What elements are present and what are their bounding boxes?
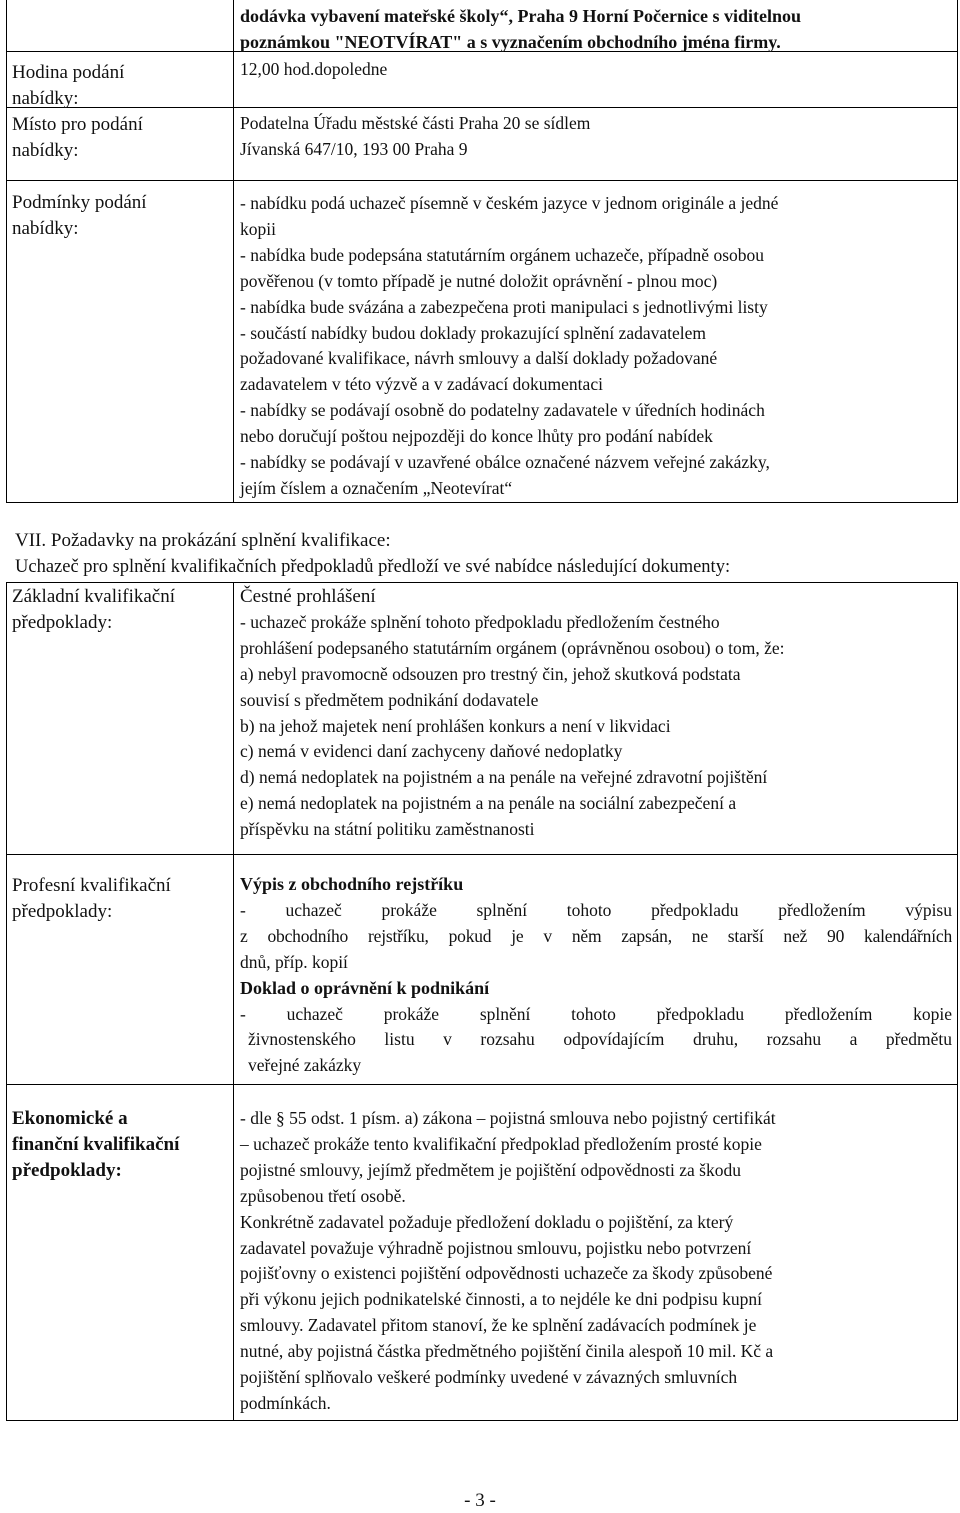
economic-line: Konkrétně zadavatel požaduje předložení dokladu o pojištění, za který (240, 1211, 734, 1232)
economic-line: způsobenou třetí osobě. (240, 1185, 406, 1206)
professional-value (240, 872, 952, 1079)
professional-label (12, 873, 171, 925)
label-line: Základní kvalifikační (12, 586, 176, 607)
conditions-line: nebo doručují poštou nejpozději do konce lhůty pro podání nabídek (240, 426, 713, 447)
label-line: Profesní kvalifikační (12, 875, 171, 896)
conditions-line: jejím číslem a označením „Neotevírat“ (240, 477, 513, 498)
place-value-line: Podatelna Úřadu městské části Praha 20 se sídlem (240, 113, 591, 133)
basic-label (12, 584, 175, 636)
basic-line: b) na jehož majetek není prohlášen konkurs a není v likvidaci (240, 715, 671, 736)
basic-value (240, 584, 784, 843)
conditions-line: pověřenou (v tomto případě je nutné doložit oprávnění - plnou moc) (240, 270, 718, 291)
hour-label (12, 60, 124, 112)
label-line: Ekonomické a (12, 1108, 128, 1129)
table1-cell-top-label (6, 0, 234, 52)
economic-label (12, 1106, 179, 1184)
basic-line: a) nebyl pravomocně odsouzen pro trestný čin, jehož skutková podstata (240, 663, 741, 684)
basic-line: c) nemá v evidenci daní zachyceny daňové nedoplatky (240, 741, 623, 762)
conditions-line: kopii (240, 218, 276, 239)
conditions-line: zadavatelem v této výzvě a v zadávací dokumentaci (240, 374, 603, 395)
label-line: předpoklady: (12, 901, 113, 922)
hour-value (240, 57, 387, 83)
label-line: Místo pro podání (12, 114, 143, 135)
label-line: předpoklady: (12, 612, 113, 633)
conditions-line: požadované kvalifikace, návrh smlouvy a další doklady požadované (240, 348, 718, 369)
economic-line: pojištění splňovalo veškeré podmínky uvedené v závazných smluvních (240, 1367, 738, 1388)
economic-line: - dle § 55 odst. 1 písm. a) zákona – pojistná smlouva nebo pojistný certifikát (240, 1108, 776, 1128)
page-number: - 3 - (464, 1490, 496, 1511)
place-label (12, 112, 143, 164)
economic-line: zadavatel považuje výhradně pojistnou smlouvu, pojistku nebo potvrzení (240, 1237, 752, 1258)
top-text-line: poznámkou "NEOTVÍRAT" a s vyznačením obchodního jména firmy. (240, 31, 781, 52)
basic-line: prohlášení podepsaného statutárním orgánem (oprávněnou osobou) o tom, že: (240, 637, 785, 658)
conditions-line: - součástí nabídky budou doklady prokazující splnění zadavatelem (240, 322, 707, 343)
conditions-label (12, 190, 147, 242)
professional-line: veřejné zakázky (248, 1055, 362, 1076)
economic-line: smlouvy. Zadavatel přitom stanoví, že ke splnění zadávacích podmínek je (240, 1315, 757, 1336)
professional-line: - uchazeč prokáže splnění tohoto předpokladu předložením výpisu (240, 899, 952, 920)
label-line: nabídky: (12, 140, 79, 161)
label-line: předpoklady: (12, 1160, 122, 1181)
basic-line: e) nemá nedoplatek na pojistném a na penále na sociální zabezpečení a (240, 793, 737, 814)
basic-line: příspěvku na státní politiku zaměstnanosti (240, 819, 535, 840)
conditions-line: - nabídku podá uchazeč písemně v českém jazyce v jednom originále a jedné (240, 193, 779, 213)
hour-value-text: 12,00 hod.dopoledne (240, 59, 388, 79)
place-value (240, 111, 590, 163)
professional-title: Výpis z obchodního rejstříku (240, 874, 464, 894)
professional-line: živnostenského listu v rozsahu odpovídajícím druhu, rozsahu a předmětu (248, 1029, 952, 1050)
table1-top-text (240, 4, 801, 56)
economic-line: pojistné smlouvy, jejímž předmětem je pojištění odpovědnosti za škodu (240, 1159, 741, 1180)
professional-title: Doklad o oprávnění k podnikání (240, 977, 490, 998)
professional-line: - uchazeč prokáže splnění tohoto předpokladu předložením kopie (240, 1003, 952, 1024)
label-line: Podmínky podání (12, 192, 147, 213)
place-value-line: Jívanská 647/10, 193 00 Praha 9 (240, 138, 468, 159)
professional-line: z obchodního rejstříku, pokud je v něm zapsán, ne starší než 90 kalendářních (240, 925, 952, 946)
economic-line: pojišťovny o existenci pojištění odpovědnosti uchazeče za škody způsobené (240, 1263, 773, 1284)
section-heading: VII. Požadavky na prokázání splnění kvalifikace: (15, 530, 391, 551)
professional-line: dnů, příp. kopií (240, 951, 348, 972)
conditions-line: - nabídky se podávají v uzavřené obálce označené názvem veřejné zakázky, (240, 452, 770, 473)
conditions-value (240, 191, 778, 502)
conditions-line: - nabídka bude svázána a zabezpečena proti manipulaci s jednotlivými listy (240, 296, 768, 317)
section-intro: Uchazeč pro splnění kvalifikačních předpokladů předloží ve své nabídce následující dokumenty: (15, 557, 731, 577)
economic-line: – uchazeč prokáže tento kvalifikační předpoklad předložením prosté kopie (240, 1133, 762, 1154)
label-line: finanční kvalifikační (12, 1134, 180, 1155)
label-line: nabídky: (12, 218, 79, 239)
conditions-line: - nabídka bude podepsána statutárním orgánem uchazeče, případně osobou (240, 244, 765, 265)
basic-line: - uchazeč prokáže splnění tohoto předpokladu předložením čestného (240, 611, 720, 632)
economic-value (240, 1106, 776, 1417)
conditions-line: - nabídky se podávají osobně do podatelny zadavatele v úředních hodinách (240, 400, 765, 421)
basic-line: souvisí s předmětem podnikání dodavatele (240, 689, 539, 710)
label-line: nabídky: (12, 88, 79, 109)
basic-line: d) nemá nedoplatek na pojistném a na penále na veřejné zdravotní pojištění (240, 767, 768, 788)
economic-line: podmínkách. (240, 1392, 331, 1413)
top-text-line: dodávka vybavení mateřské školy“, Praha 9 Horní Počernice s viditelnou (240, 6, 802, 26)
label-line: Hodina podání (12, 62, 125, 83)
economic-line: při výkonu jejich podnikatelské činnosti, a to nejdéle ke dni podpisu kupní (240, 1289, 762, 1310)
basic-title: Čestné prohlášení (240, 586, 376, 607)
economic-line: nutné, aby pojistná částka předmětného pojištění činila alespoň 10 mil. Kč a (240, 1341, 774, 1362)
